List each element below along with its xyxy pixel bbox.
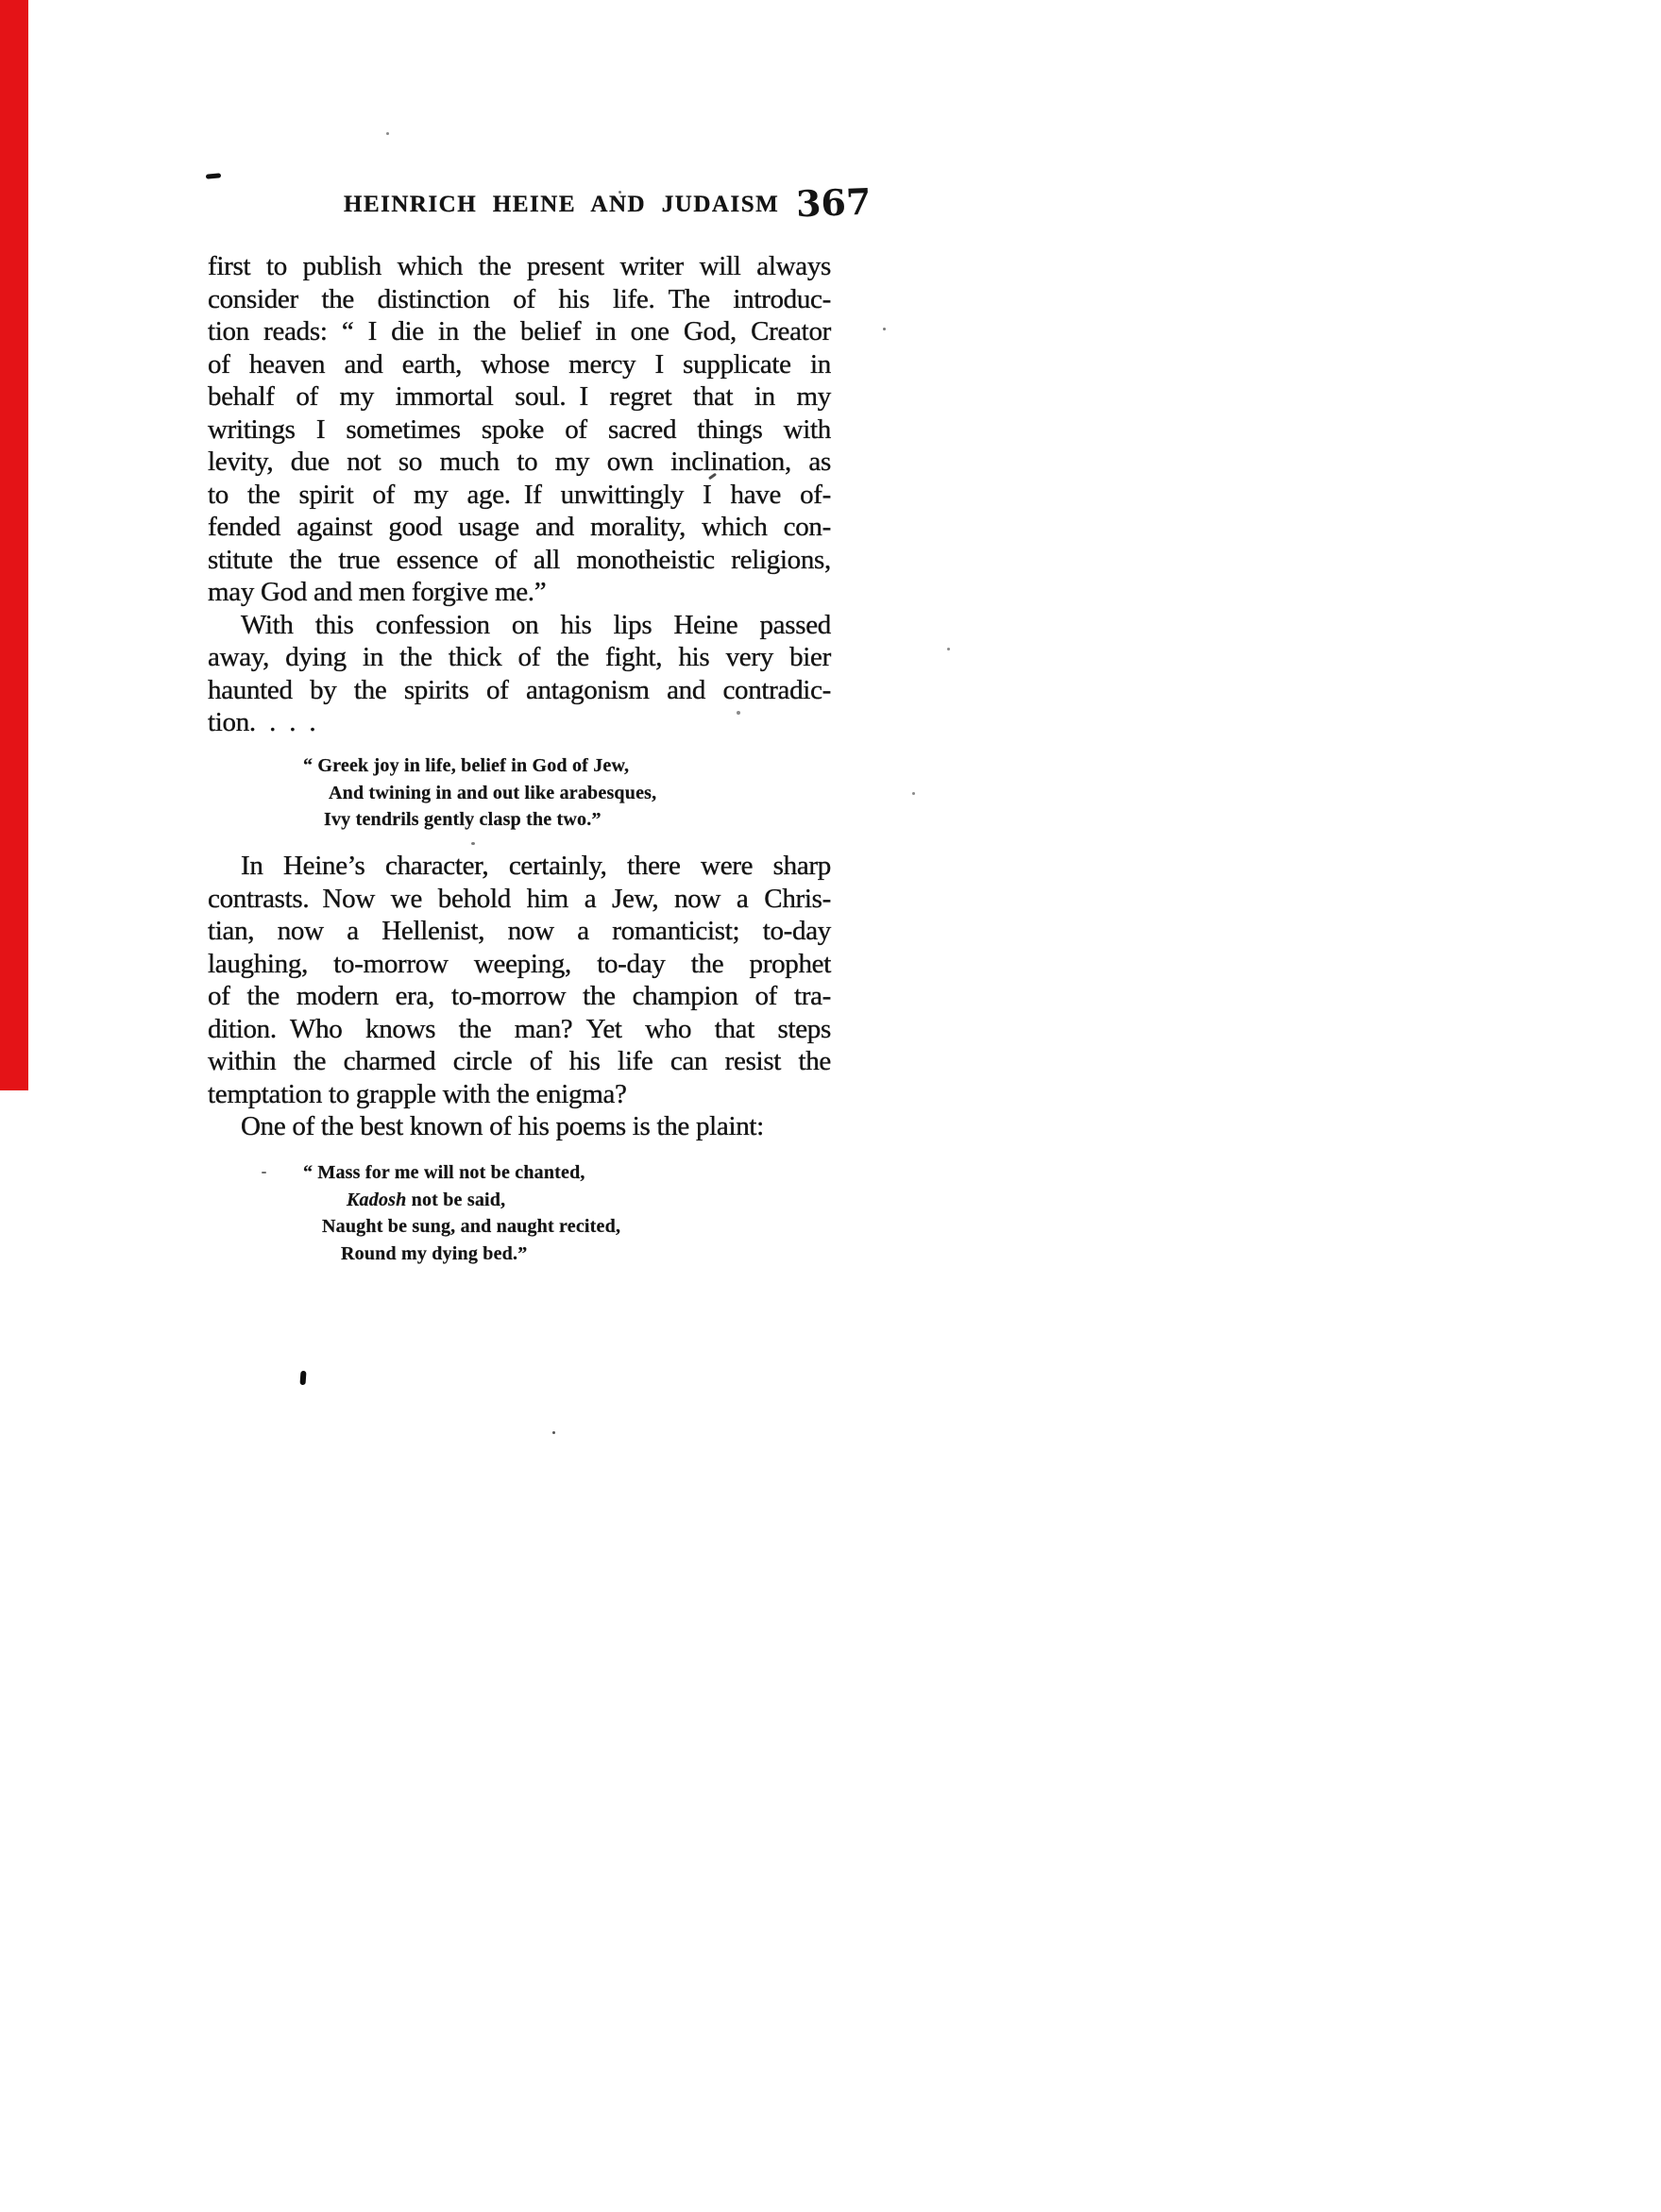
poem-line: Ivy tendrils gently clasp the two.” bbox=[324, 809, 602, 830]
poem-italic-word: Kadosh bbox=[347, 1189, 407, 1210]
text-line: within the charmed circle of his life can resist the bbox=[208, 1046, 831, 1076]
text-line: writings I sometimes spoke of sacred things with bbox=[208, 414, 831, 445]
text-line: of heaven and earth, whose mercy I supplicate in bbox=[208, 348, 831, 380]
text-line: One of the best known of his poems is the plaint: bbox=[241, 1111, 764, 1141]
text-line: stitute the true essence of all monotheistic religions, bbox=[208, 544, 831, 575]
text-line: away, dying in the thick of the fight, his very bier bbox=[208, 642, 831, 672]
poem-line: Naught be sung, and naught recited, bbox=[322, 1216, 621, 1237]
poem-line: “ Mass for me will not be chanted, bbox=[303, 1162, 585, 1183]
poem-line: “ Greek joy in life, belief in God of Jew, bbox=[303, 755, 630, 776]
poem-quotation-greek-joy bbox=[208, 752, 831, 834]
ink-speck bbox=[552, 1431, 555, 1434]
text-line: of the modern era, to-morrow the champion of tra- bbox=[208, 981, 831, 1011]
poem-line bbox=[347, 1187, 831, 1214]
vertical-space bbox=[208, 1143, 831, 1160]
poem-line-rest: not be said, bbox=[406, 1189, 506, 1210]
text-line: behalf of my immortal soul. I regret that in my bbox=[208, 381, 831, 412]
poem-quotation-mass-for-me bbox=[208, 1159, 831, 1267]
poem-line: And twining in and out like arabesques, bbox=[329, 782, 657, 803]
scanner-edge-red-bar bbox=[0, 0, 28, 1090]
text-line: laughing, to-morrow weeping, to-day the prophet bbox=[208, 948, 831, 979]
stray-ink-tick bbox=[299, 1371, 306, 1385]
page-number: 367 bbox=[795, 179, 873, 226]
text-line: to the spirit of my age. If unwittingly I have of- bbox=[208, 479, 831, 510]
text-line: tion reads: “ I die in the belief in one God, Creator bbox=[208, 316, 831, 346]
ink-speck bbox=[386, 132, 389, 135]
text-line: consider the distinction of his life. The introduc- bbox=[208, 283, 831, 314]
poem-line: Round my dying bed.” bbox=[341, 1242, 528, 1264]
text-line: may God and men forgive me.” bbox=[208, 577, 547, 607]
text-line: dition. Who knows the man? Yet who that steps bbox=[208, 1013, 831, 1044]
ink-speck bbox=[947, 648, 950, 650]
running-header-title: HEINRICH HEINE AND JUDAISM bbox=[344, 192, 780, 217]
text-line: With this confession on his lips Heine passed bbox=[241, 609, 831, 640]
text-line: contrasts. Now we behold him a Jew, now a Chris- bbox=[208, 883, 831, 914]
text-line: temptation to grapple with the enigma? bbox=[208, 1078, 627, 1109]
text-line: tion. . . . bbox=[208, 707, 316, 737]
vertical-space bbox=[208, 739, 831, 753]
text-line: levity, due not so much to my own inclination, as bbox=[208, 447, 831, 477]
text-line: In Heine’s character, certainly, there were sharp bbox=[241, 851, 831, 881]
text-line: first to publish which the present writer will always bbox=[208, 251, 831, 281]
text-line: haunted by the spirits of antagonism and contradic- bbox=[208, 674, 831, 705]
body-text-column bbox=[208, 250, 831, 1267]
text-line: tian, now a Hellenist, now a romanticist; to-day bbox=[208, 916, 831, 946]
vertical-space bbox=[208, 834, 831, 851]
ink-speck bbox=[912, 792, 915, 795]
stray-ink-dash bbox=[206, 173, 221, 178]
text-line: fended against good usage and morality, which con- bbox=[208, 512, 831, 542]
ink-speck bbox=[883, 328, 886, 330]
